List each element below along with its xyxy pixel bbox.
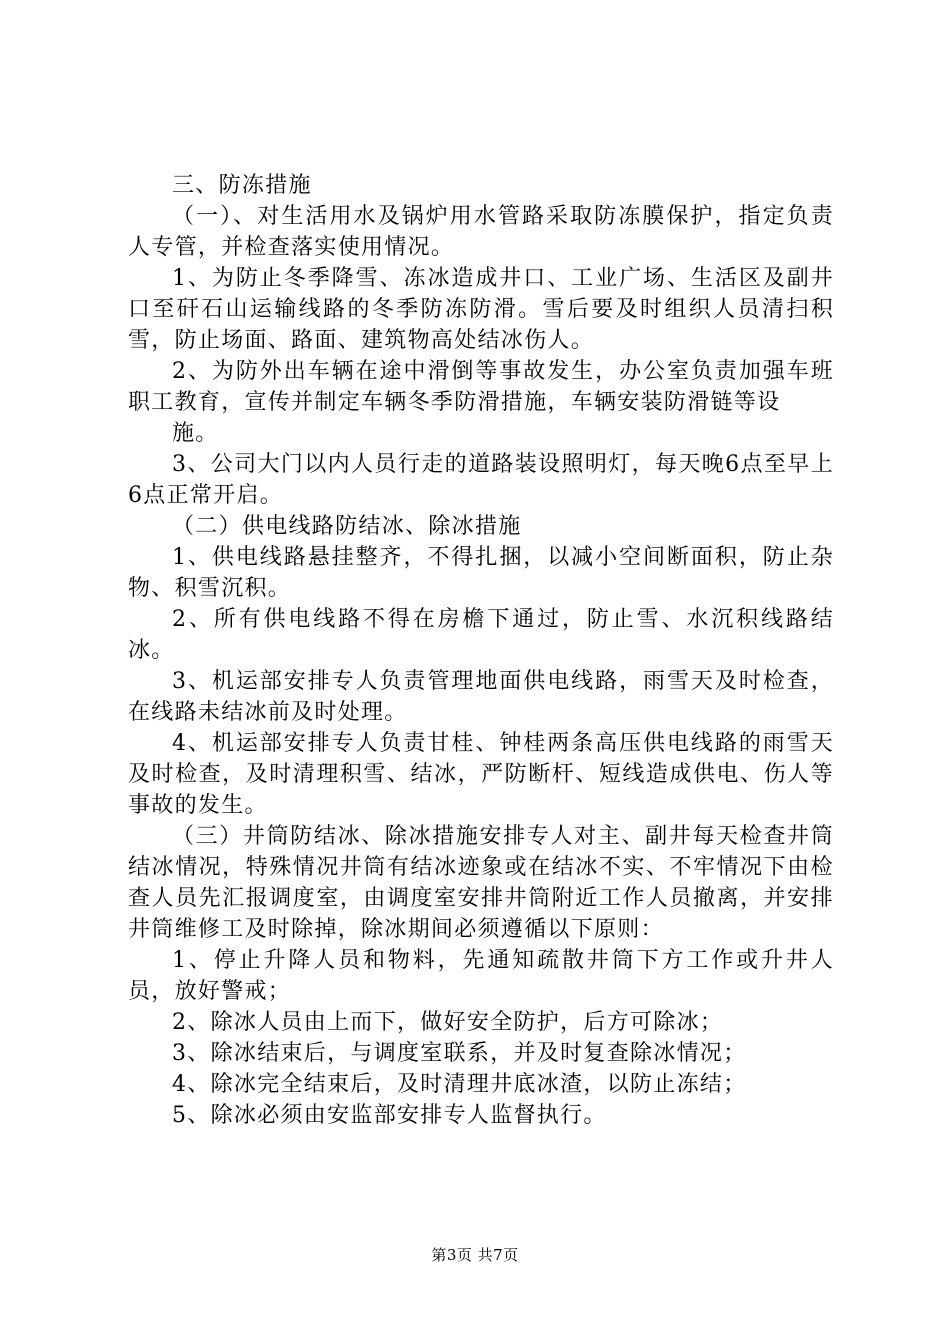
paragraph: （一）、对生活用水及锅炉用水管路采取防冻膜保护，指定负责人专管，并检查落实使用情况。	[128, 204, 834, 260]
paragraph: 2、为防外出车辆在途中滑倒等事故发生，办公室负责加强车班职工教育，宣传并制定车辆冬季防滑措施，车辆安装防滑链等设	[128, 359, 834, 415]
paragraph: 4、机运部安排专人负责甘桂、钟桂两条高压供电线路的雨雪天及时检查，及时清理积雪、结冰，严防断杆、短线造成供电、伤人等事故的发生。	[128, 731, 834, 818]
paragraph: 2、所有供电线路不得在房檐下通过，防止雪、水沉积线路结冰。	[128, 607, 834, 663]
list-item: 1、停止升降人员和物料，先通知疏散井筒下方工作或升井人员，放好警戒；	[128, 948, 834, 1004]
paragraph: （三）井筒防结冰、除冰措施安排专人对主、副井每天检查井筒结冰情况，特殊情况井筒有结冰迹象或在结冰不实、不牢情况下由检查人员先汇报调度室，由调度室安排井筒附近工作人员撤离，并安排井筒维修工及时除掉，除冰期间必须遵循以下原则：	[128, 824, 834, 942]
paragraph: 3、公司大门以内人员行走的道路装设照明灯，每天晚6点至早上6点正常开启。	[128, 452, 834, 508]
list-item: 3、除冰结束后，与调度室联系，并及时复查除冰情况；	[172, 1041, 747, 1066]
page-number-footer: 第3页 共7页	[431, 1246, 519, 1264]
subsection-heading: （二）供电线路防结冰、除冰措施	[172, 514, 522, 539]
section-heading: 三、防冻措施	[172, 173, 312, 198]
paragraph: 3、机运部安排专人负责管理地面供电线路，雨雪天及时检查，在线路未结冰前及时处理。	[128, 669, 834, 725]
paragraph: 1、供电线路悬挂整齐，不得扎捆，以减小空间断面积，防止杂物、积雪沉积。	[128, 545, 834, 601]
document-body	[128, 170, 834, 1131]
list-item: 4、除冰完全结束后，及时清理井底冰渣，以防止冻结；	[172, 1072, 747, 1097]
list-item: 2、除冰人员由上而下，做好安全防护，后方可除冰；	[172, 1010, 724, 1035]
paragraph: 1、为防止冬季降雪、冻冰造成井口、工业广场、生活区及副井口至矸石山运输线路的冬季防冻防滑。雪后要及时组织人员清扫积雪，防止场面、路面、建筑物高处结冰伤人。	[128, 266, 834, 353]
paragraph: 施。	[172, 421, 219, 446]
list-item: 5、除冰必须由安监部安排专人监督执行。	[172, 1103, 607, 1128]
